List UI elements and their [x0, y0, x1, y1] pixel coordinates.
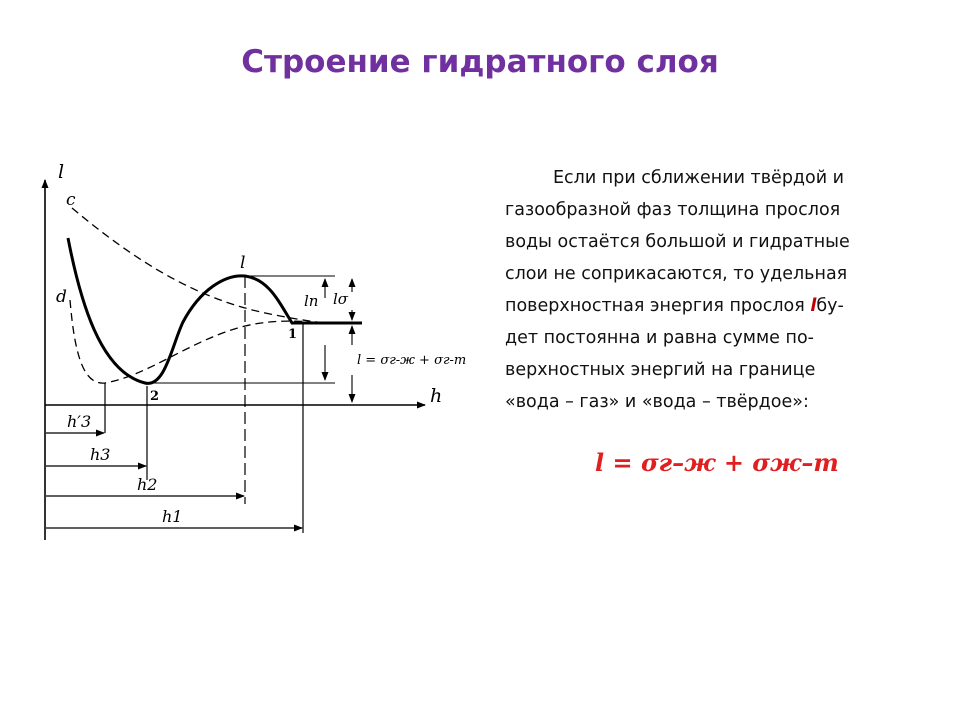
text-line-5-tail: бу- [816, 296, 844, 316]
description-text [505, 162, 930, 418]
curve-c-label: c [66, 190, 76, 210]
h2-label: h2 [137, 475, 158, 494]
text-line-5 [505, 290, 930, 322]
curve-c [72, 208, 328, 323]
slide-title: Строение гидратного слоя [241, 44, 719, 80]
text-line-5-main: поверхностная энергия прослоя [505, 296, 805, 316]
h1-label: h1 [162, 507, 183, 526]
curve-l-label: l [240, 253, 246, 273]
h3-prime-label: h′3 [67, 412, 92, 431]
lsigma-label: lσ [333, 290, 349, 308]
text-line-2: газообразной фаз толщина прослоя [505, 200, 841, 220]
text-line-8: «вода – газ» и «вода – твёрдое»: [505, 392, 809, 412]
text-line-7: верхностных энергий на границе [505, 360, 816, 380]
text-line-1: Если при сближении твёрдой и [553, 168, 845, 188]
point-2-label: 2 [150, 389, 160, 404]
point-1-label: 1 [288, 327, 298, 342]
curve-l [68, 238, 362, 383]
text-line-3: воды остаётся большой и гидратные [505, 232, 850, 252]
x-axis-label: h [430, 385, 443, 407]
text-line-4: слои не соприкасаются, то удельная [505, 264, 848, 284]
diagram-formula: l = σг-ж + σг-т [357, 353, 467, 368]
main-formula: l = σг–ж + σж–т [595, 448, 839, 477]
y-axis-label: l [58, 161, 65, 183]
h3-label: h3 [90, 445, 111, 464]
ln-label: lп [304, 292, 319, 310]
curve-d-label: d [56, 287, 67, 307]
text-line-6: дет постоянна и равна сумме по- [505, 328, 814, 348]
text-line-5-highlight: l [810, 296, 817, 316]
